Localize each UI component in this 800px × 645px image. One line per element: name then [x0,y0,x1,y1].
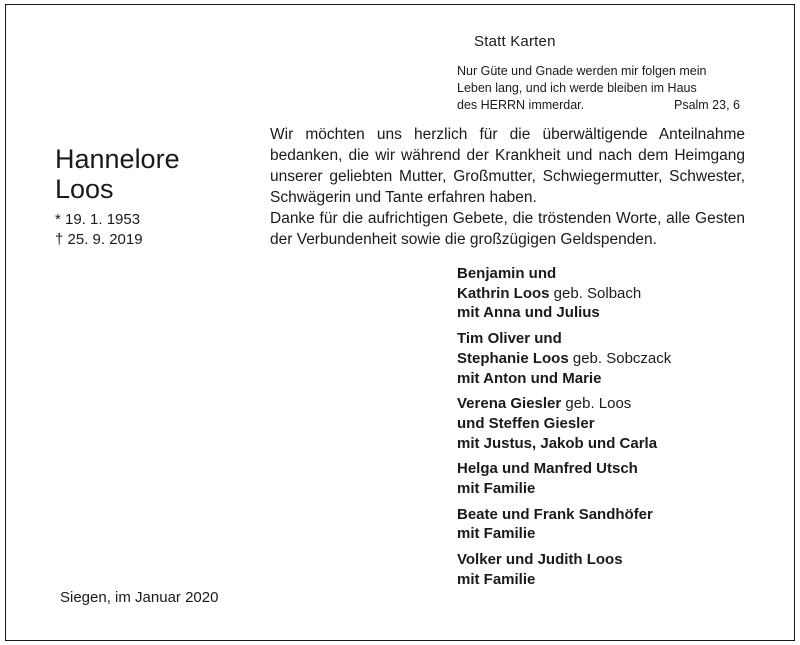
family-group [457,394,671,453]
family-line: Beate und Frank Sandhöfer [457,505,653,523]
maiden-name-note: geb. Solbach [549,284,642,302]
family-line: mit Anton und Marie [457,369,602,387]
family-line: mit Familie [457,570,536,588]
message-paragraph-1: Wir möchten uns herzlich für die überwältigende Anteilnahme bedanken, die wir während der Krankheit und nach dem Heimgang unserer geliebten Mutter, Großmutter, Schwiegermutter, Schwester, Schwägerin und Tante erfahren haben. [270,126,745,206]
family-line: Volker und Judith Loos [457,551,623,569]
family-line: mit Familie [457,525,536,543]
thank-you-message [270,124,745,250]
family-line: Benjamin und [457,265,557,282]
family-name: Stephanie Loos [457,349,569,367]
life-dates [55,210,143,250]
death-date: † 25. 9. 2019 [55,231,143,248]
family-line [457,394,671,414]
quote-line-3 [457,97,740,114]
quote-reference: Psalm 23, 6 [673,98,740,112]
birth-date: * 19. 1. 1953 [55,211,141,228]
quote-line-3-text: des HERRN immerdar. [457,98,585,112]
message-paragraph-2: Danke für die aufrichtigen Gebete, die tröstenden Worte, alle Gesten der Verbundenheit sowie die großzügigen Geldspenden. [270,210,745,248]
family-line [457,349,671,369]
deceased-name [55,144,180,204]
quote-line-2: Leben lang, und ich werde bleiben im Haus [457,81,697,95]
maiden-name-note: geb. Sobczack [568,349,672,367]
place-and-date: Siegen, im Januar 2020 [60,589,219,606]
family-line [457,284,671,304]
quote-line-1: Nur Güte und Gnade werden mir folgen mein [457,64,707,78]
family-name: Kathrin Loos [457,284,550,302]
family-line: und Steffen Giesler [457,414,595,432]
family-group [457,329,671,388]
deceased-last-name: Loos [55,174,114,204]
notice-heading: Statt Karten [474,33,556,50]
maiden-name-note: geb. Loos [561,395,632,413]
deceased-first-name: Hannelore [55,144,180,174]
family-group [457,459,671,498]
family-line: Helga und Manfred Utsch [457,460,638,478]
family-group [457,264,671,323]
family-name: Verena Giesler [457,395,562,413]
family-line: mit Anna und Julius [457,304,600,322]
family-line: mit Justus, Jakob und Carla [457,434,658,452]
family-group [457,505,671,544]
bible-quote [457,63,740,114]
family-signatures [457,264,671,596]
family-line: Tim Oliver und [457,330,562,348]
family-group [457,550,671,589]
family-line: mit Familie [457,480,536,498]
